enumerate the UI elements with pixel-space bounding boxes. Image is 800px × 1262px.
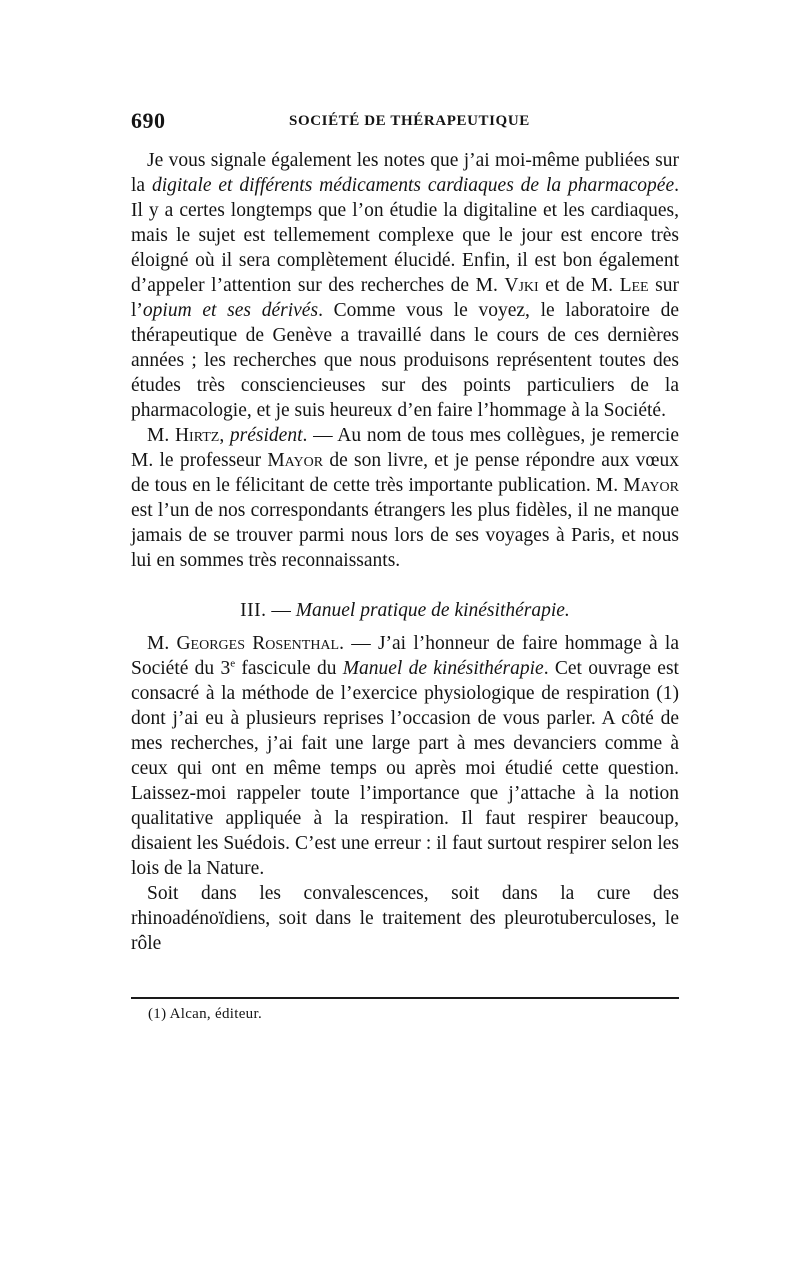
- text-run: de son livre, et je pense répondre aux vœux de tous en le félicitant de cette très importante publication. M.: [131, 450, 679, 496]
- small-caps-name: Lee: [619, 275, 649, 296]
- text-run: M.: [147, 633, 177, 654]
- page-number: 690: [131, 108, 166, 133]
- italic-run: opium et ses dérivés: [142, 300, 319, 321]
- text-run: . — J’ai l’honneur de faire hommage à la Société du 3: [131, 633, 680, 679]
- text-run: est l’un de nos correspondants étrangers les plus fidèles, il ne manque jamais de se trouver parmi nous lors de ses voyages à Paris, et nous lui en sommes très reconnaissants.: [131, 500, 679, 571]
- small-caps-name: Georges Rosenthal: [176, 633, 340, 654]
- footnote-rule: [131, 997, 679, 999]
- paragraph: [131, 423, 679, 573]
- running-head: SOCIÉTÉ DE THÉRAPEUTIQUE: [289, 113, 530, 129]
- paragraph: [131, 148, 679, 423]
- small-caps-name: Hirtz: [174, 425, 220, 446]
- text-run: ,: [219, 425, 230, 446]
- text-run: fascicule du: [235, 658, 343, 679]
- text-run: Je vous signale également les notes que j’ai moi-même publiées sur la: [131, 150, 679, 196]
- small-caps-name: Mayor: [623, 475, 679, 496]
- italic-run: président: [229, 425, 303, 446]
- body-text: [131, 148, 679, 956]
- text-run: M.: [147, 425, 175, 446]
- text-run: . — Au nom de tous mes collègues, je remercie M. le professeur: [131, 425, 679, 471]
- section-numeral: III.: [240, 600, 267, 621]
- small-caps-name: Mayor: [267, 450, 324, 471]
- small-caps-name: Vjki: [504, 275, 539, 296]
- paragraph: [131, 631, 679, 881]
- text-run: sur l’: [131, 275, 679, 321]
- section-heading: [131, 598, 679, 623]
- text-run: et de M.: [538, 275, 620, 296]
- paragraph: [131, 881, 679, 956]
- section-dash: —: [266, 600, 296, 621]
- page-header: [131, 108, 679, 148]
- text-run: Soit dans les convalescences, soit dans la cure des rhinoadénoïdiens, soit dans le traitement des pleurotuberculoses, le rôle: [131, 883, 679, 954]
- italic-run: digitale et différents médicaments cardiaques de la pharmacopée: [151, 175, 675, 196]
- footnote: (1) Alcan, éditeur.: [148, 1006, 262, 1022]
- text-run: . Cet ouvrage est consacré à la méthode de l’exercice physiologique de respiration (1) dont j’ai eu à plusieurs reprises l’occasion de vous parler. A côté de mes recherches, j’ai fait une large part à mes devanciers comme à ceux qui ont en même temps ou après moi étudié cette question. Laissez-moi rappeler toute l’importance que j’attache à la notion qualitative appliquée à la respiration. Il faut respirer beaucoup, disaient les Suédois. C’est une erreur : il faut surtout respirer selon les lois de la Nature.: [131, 658, 679, 879]
- superscript: e: [230, 657, 236, 670]
- section-title: Manuel pratique de kinésithérapie.: [295, 600, 570, 621]
- text-run: . Il y a certes longtemps que l’on étudie la digitaline et les cardiaques, mais le sujet est tellemement complexe que le jour est encore très éloigné où il sera complètement élucidé. Enfin, il est bon également d’appeler l’attention sur des recherches de M.: [131, 175, 679, 296]
- text-run: . Comme vous le voyez, le laboratoire de thérapeutique de Genève a travaillé dans le cours de ces dernières années ; les recherches que nous produisons représentent toutes des études très consciencieuses sur des points particuliers de la pharmacologie, et je suis heureux d’en faire l’hommage à la Société.: [131, 300, 680, 421]
- italic-run: Manuel de kinésithérapie: [342, 658, 544, 679]
